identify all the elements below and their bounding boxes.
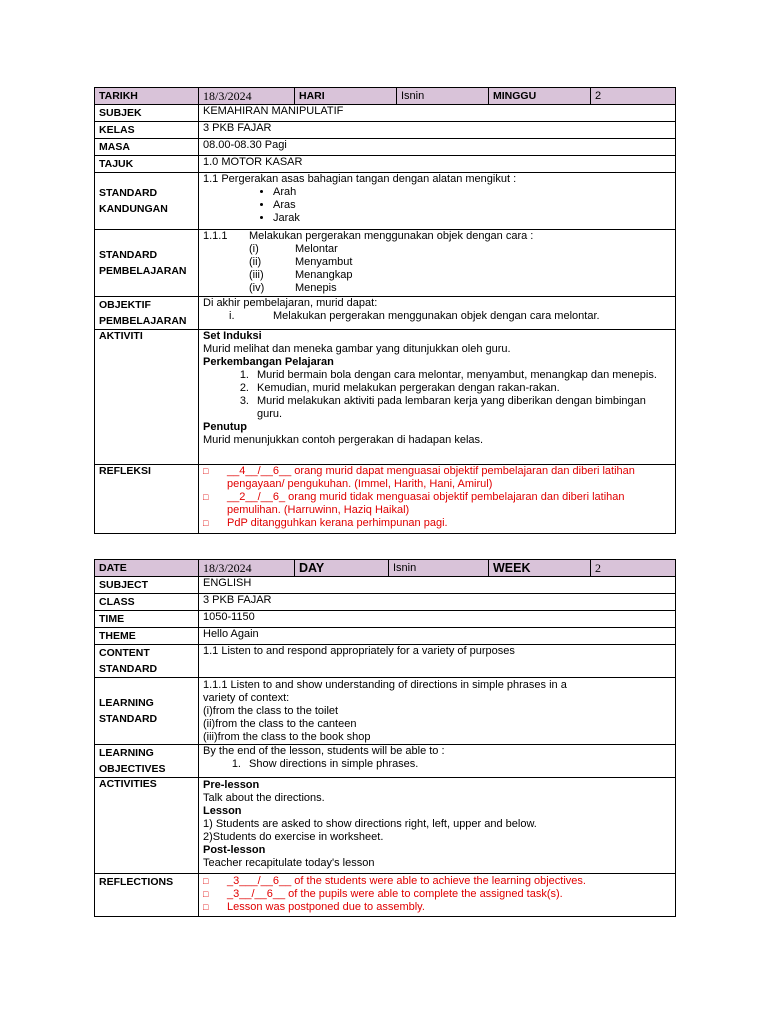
obj-item: i. Melakukan pergerakan menggunakan objek dengan cara melontar. [229, 310, 600, 322]
step-item: 3. Murid melakukan aktiviti pada lembaran kerja yang diberikan dengan bimbingan guru. [239, 395, 646, 420]
set-induksi-text: Murid melihat dan meneka gambar yang ditunjukkan oleh guru. [203, 343, 511, 355]
reflections-row [95, 874, 676, 917]
tajuk-label: TAJUK [95, 156, 199, 173]
objektif-value [199, 297, 676, 330]
subject-value: ENGLISH [199, 577, 676, 594]
aktiviti-value [199, 330, 676, 465]
week-value: 2 [591, 560, 676, 577]
refleksi-value [199, 465, 676, 534]
sp-list [203, 243, 671, 295]
objektif-label [95, 297, 199, 330]
hari-label: HARI [295, 88, 397, 105]
step-item: 1. Murid bermain bola dengan cara melontar, menyambut, menangkap dan menepis. [239, 369, 657, 381]
sk-list [203, 186, 671, 225]
standard-kandungan-value [199, 173, 676, 230]
aktiviti-row [95, 330, 676, 465]
refleksi-item: □ __4__/__6__ orang murid dapat menguasai objektif pembelajaran dan diberi latihan pengayaan/ pengukuhan. (Immel, Harith, Hani, Amirul) [203, 465, 635, 490]
standard-kandungan-row [95, 173, 676, 230]
objektif-row [95, 297, 676, 330]
content-standard-label: CONTENT STANDARD [95, 645, 199, 678]
kelas-value: 3 PKB FAJAR [199, 122, 676, 139]
reflection-item: □ _3__/__6__ of the pupils were able to complete the assigned task(s). [203, 888, 563, 900]
activities-label: ACTIVITIES [95, 778, 199, 874]
learning-objectives-row [95, 745, 676, 778]
kelas-row [95, 122, 676, 139]
refleksi-item: □ __2__/__6_ orang murid tidak menguasai objektif pembelajaran dan diberi latihan pemulihan. (Harruwinn, Haziq Haikal) [203, 491, 625, 516]
date-value: 18/3/2024 [199, 560, 295, 577]
day-label: DAY [295, 560, 389, 577]
tarikh-value: 18/3/2024 [199, 88, 295, 105]
empty-box-icon: □ [203, 902, 209, 912]
tajuk-value: 1.0 MOTOR KASAR [199, 156, 676, 173]
date-label: DATE [95, 560, 199, 577]
reflections-value [199, 874, 676, 917]
masa-row [95, 139, 676, 156]
learning-standard-value: 1.1.1 Listen to and show understanding of directions in simple phrases in a variety of context: (i)from the class to the toilet (ii)from the class to the canteen (iii)from the class to the book shop [199, 678, 676, 745]
pre-lesson-heading: Pre-lesson [203, 779, 260, 791]
sk-label-line2: KANDUNGAN [99, 203, 168, 215]
empty-box-icon: □ [203, 492, 209, 502]
refleksi-row [95, 465, 676, 534]
lesson-heading: Lesson [203, 805, 242, 817]
sk-label-line1: STANDARD [99, 187, 158, 199]
refleksi-label: REFLEKSI [95, 465, 199, 534]
class-row [95, 594, 676, 611]
minggu-value: 2 [591, 88, 676, 105]
penutup-text: Murid menunjukkan contoh pergerakan di hadapan kelas. [203, 434, 484, 446]
sp-heading [203, 230, 671, 243]
learning-objectives-label: LEARNING OBJECTIVES [95, 745, 199, 778]
standard-pembelajaran-row [95, 230, 676, 297]
empty-box-icon: □ [203, 876, 209, 886]
theme-row [95, 628, 676, 645]
learning-objectives-value: By the end of the lesson, students will be able to : 1. Show directions in simple phrases. [199, 745, 676, 778]
header-row [95, 88, 676, 105]
theme-value: Hello Again [199, 628, 676, 645]
post-lesson-heading: Post-lesson [203, 844, 266, 856]
perkembangan-list [203, 369, 671, 421]
empty-box-icon: □ [203, 889, 209, 899]
obj-label-line1: OBJEKTIF [99, 299, 151, 311]
obj-label-line2: PEMBELAJARAN [99, 315, 187, 327]
reflections-label: REFLECTIONS [95, 874, 199, 917]
time-value: 1050-1150 [199, 611, 676, 628]
subject-row [95, 577, 676, 594]
content-standard-row [95, 645, 676, 678]
standard-kandungan-label [95, 173, 199, 230]
hari-value: Isnin [397, 88, 489, 105]
penutup-heading: Penutup [203, 421, 247, 433]
sp-label-line2: PEMBELAJARAN [99, 265, 187, 277]
step-item: 2. Kemudian, murid melakukan pergerakan dengan rakan-rakan. [239, 382, 560, 394]
obj-text: Di akhir pembelajaran, murid dapat: [203, 297, 378, 309]
sk-item: • Jarak [273, 212, 671, 225]
sp-item: (iii) Menangkap [249, 269, 353, 281]
day-value: Isnin [389, 560, 489, 577]
class-label: CLASS [95, 594, 199, 611]
sk-item: • Arah [273, 186, 671, 199]
standard-pembelajaran-value [199, 230, 676, 297]
sk-item: • Aras [273, 199, 671, 212]
empty-box-icon: □ [203, 518, 209, 528]
subjek-row [95, 105, 676, 122]
reflection-item: □ _3___/__6__ of the students were able to achieve the learning objectives. [203, 875, 586, 887]
empty-box-icon: □ [203, 466, 209, 476]
lesson-plan-table-en [94, 559, 676, 917]
masa-label: MASA [95, 139, 199, 156]
kelas-label: KELAS [95, 122, 199, 139]
lesson-plan-table-bm [94, 87, 676, 534]
subjek-value: KEMAHIRAN MANIPULATIF [199, 105, 676, 122]
sp-item: (iv) Menepis [249, 282, 337, 294]
sp-item: (ii) Menyambut [249, 256, 353, 268]
standard-pembelajaran-label [95, 230, 199, 297]
sp-label-line1: STANDARD [99, 249, 158, 261]
week-label: WEEK [489, 560, 591, 577]
learning-standard-label: LEARNING STANDARD [95, 678, 199, 745]
sp-num: 1.1.1 [203, 230, 228, 242]
subjek-label: SUBJEK [95, 105, 199, 122]
time-label: TIME [95, 611, 199, 628]
activities-value: Pre-lesson Talk about the directions. Lesson 1) Students are asked to show directions right, left, upper and below. 2)Students do exercise in worksheet. Post-lesson Teacher recapitulate today's lesson [199, 778, 676, 874]
header-row [95, 560, 676, 577]
time-row [95, 611, 676, 628]
masa-value: 08.00-08.30 Pagi [199, 139, 676, 156]
lo-item: 1. Show directions in simple phrases. [231, 758, 419, 770]
learning-standard-row [95, 678, 676, 745]
class-value: 3 PKB FAJAR [199, 594, 676, 611]
minggu-label: MINGGU [489, 88, 591, 105]
perkembangan-heading: Perkembangan Pelajaran [203, 356, 334, 368]
sp-item: (i) Melontar [249, 243, 338, 255]
tajuk-row [95, 156, 676, 173]
theme-label: THEME [95, 628, 199, 645]
subject-label: SUBJECT [95, 577, 199, 594]
activities-row [95, 778, 676, 874]
sk-text: 1.1 Pergerakan asas bahagian tangan dengan alatan mengikut : [203, 173, 517, 185]
reflection-item: □ Lesson was postponed due to assembly. [203, 901, 425, 913]
refleksi-item: □ PdP ditangguhkan kerana perhimpunan pagi. [203, 517, 448, 529]
content-standard-value: 1.1 Listen to and respond appropriately for a variety of purposes [199, 645, 676, 678]
sp-text: Melakukan pergerakan menggunakan objek dengan cara : [249, 230, 534, 242]
tarikh-label: TARIKH [95, 88, 199, 105]
set-induksi-heading: Set Induksi [203, 330, 262, 342]
aktiviti-label: AKTIVITI [95, 330, 199, 465]
